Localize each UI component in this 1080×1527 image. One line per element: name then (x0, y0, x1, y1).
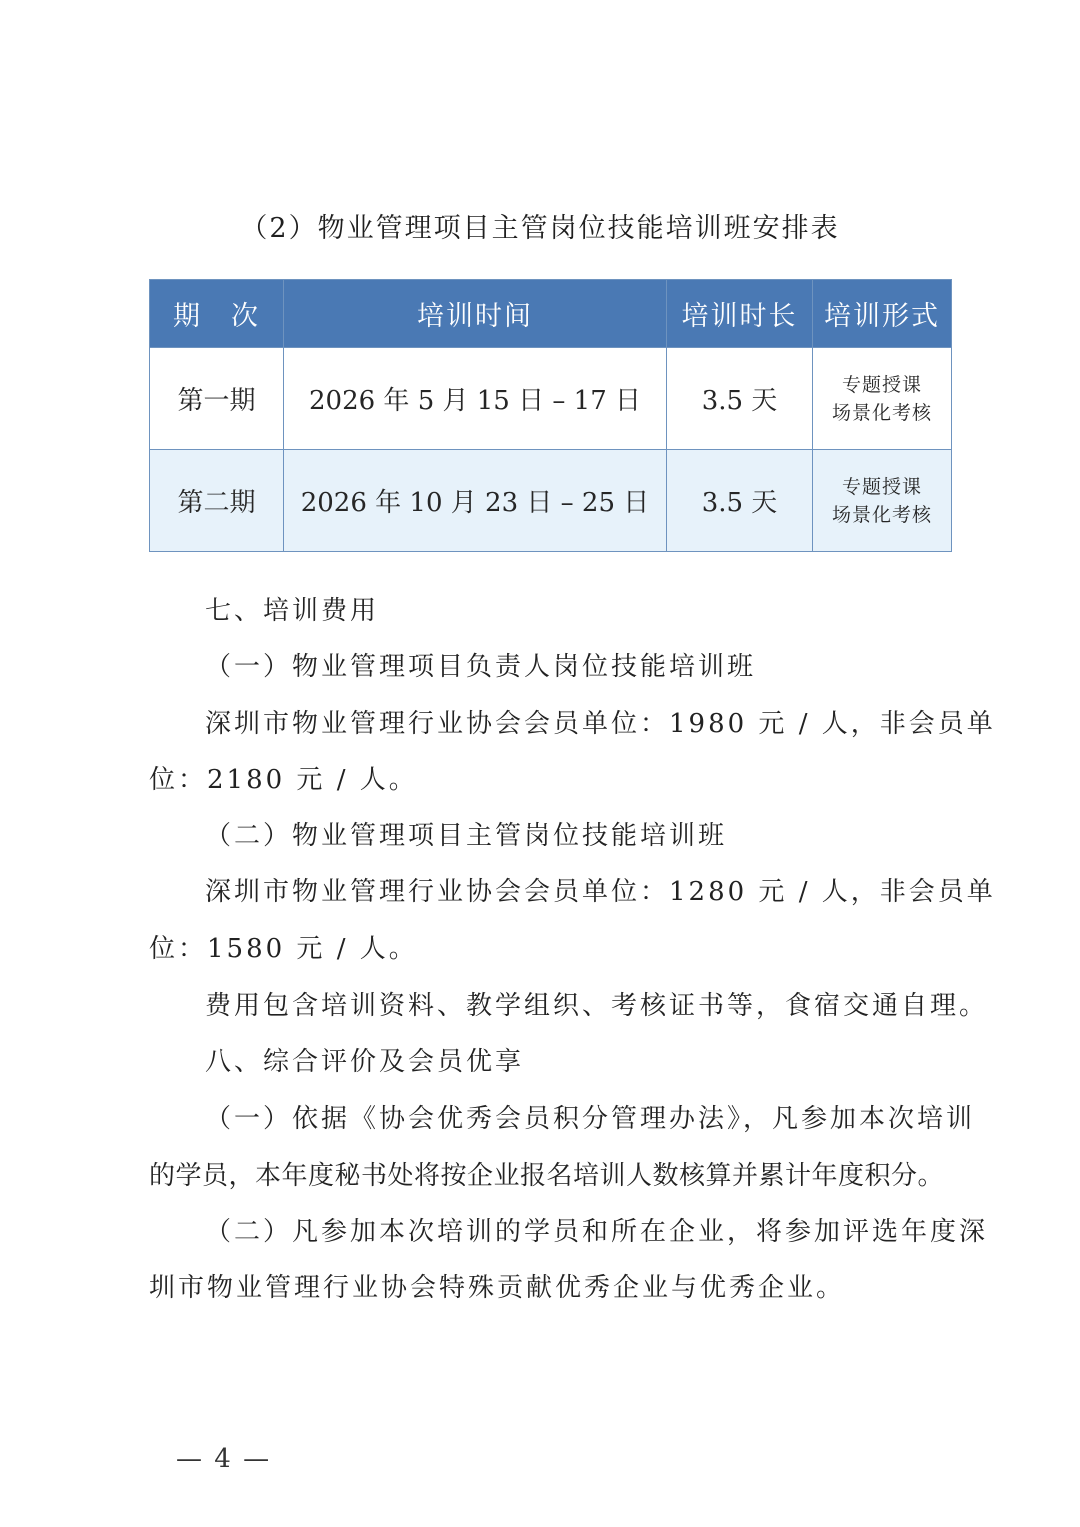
eval2-line1: （二）凡参加本次培训的学员和所在企业，将参加评选年度深 (205, 1217, 989, 1247)
page-number: — 4 — (176, 1444, 272, 1474)
cell-form-line: 专题授课 (841, 373, 922, 396)
schedule-table (149, 279, 952, 552)
header-form: 培训形式 (813, 280, 952, 348)
cell-duration: 3.5 天 (667, 450, 813, 552)
fee2-line1: 深圳市物业管理行业协会会员单位：1280 元 / 人，非会员单 (205, 877, 996, 907)
fee-heading: 七、培训费用 (205, 596, 380, 626)
fee2-heading: （二）物业管理项目主管岗位技能培训班 (205, 821, 728, 851)
eval2-line2: 圳市物业管理行业协会特殊贡献优秀企业与优秀企业。 (149, 1273, 846, 1303)
cell-period: 第二期 (150, 450, 284, 552)
cell-form (813, 348, 952, 450)
cell-form-line: 场景化考核 (831, 401, 932, 424)
cell-duration: 3.5 天 (667, 348, 813, 450)
header-duration: 培训时长 (667, 280, 813, 348)
cell-time: 2026 年 10 月 23 日 – 25 日 (284, 450, 667, 552)
table-row (150, 450, 952, 552)
cell-form (813, 450, 952, 552)
cell-period: 第一期 (150, 348, 284, 450)
table-header-row (150, 280, 952, 348)
eval1-line1: （一）依据《协会优秀会员积分管理办法》，凡参加本次培训 (205, 1104, 976, 1134)
eval-heading: 八、综合评价及会员优享 (205, 1047, 525, 1077)
header-time: 培训时间 (284, 280, 667, 348)
table-title: （2）物业管理项目主管岗位技能培训班安排表 (240, 213, 840, 244)
cell-form-line: 专题授课 (841, 475, 922, 498)
header-period: 期 次 (150, 280, 284, 348)
cell-form-line: 场景化考核 (831, 503, 932, 526)
table-row (150, 348, 952, 450)
fee-note: 费用包含培训资料、教学组织、考核证书等，食宿交通自理。 (205, 991, 989, 1021)
fee1-heading: （一）物业管理项目负责人岗位技能培训班 (205, 652, 757, 682)
eval1-line2: 的学员，本年度秘书处将按企业报名培训人数核算并累计年度积分。 (149, 1161, 945, 1191)
fee1-line1: 深圳市物业管理行业协会会员单位：1980 元 / 人，非会员单 (205, 709, 996, 739)
fee2-line2: 位：1580 元 / 人。 (149, 934, 418, 964)
fee1-line2: 位：2180 元 / 人。 (149, 765, 418, 795)
cell-time: 2026 年 5 月 15 日 – 17 日 (284, 348, 667, 450)
